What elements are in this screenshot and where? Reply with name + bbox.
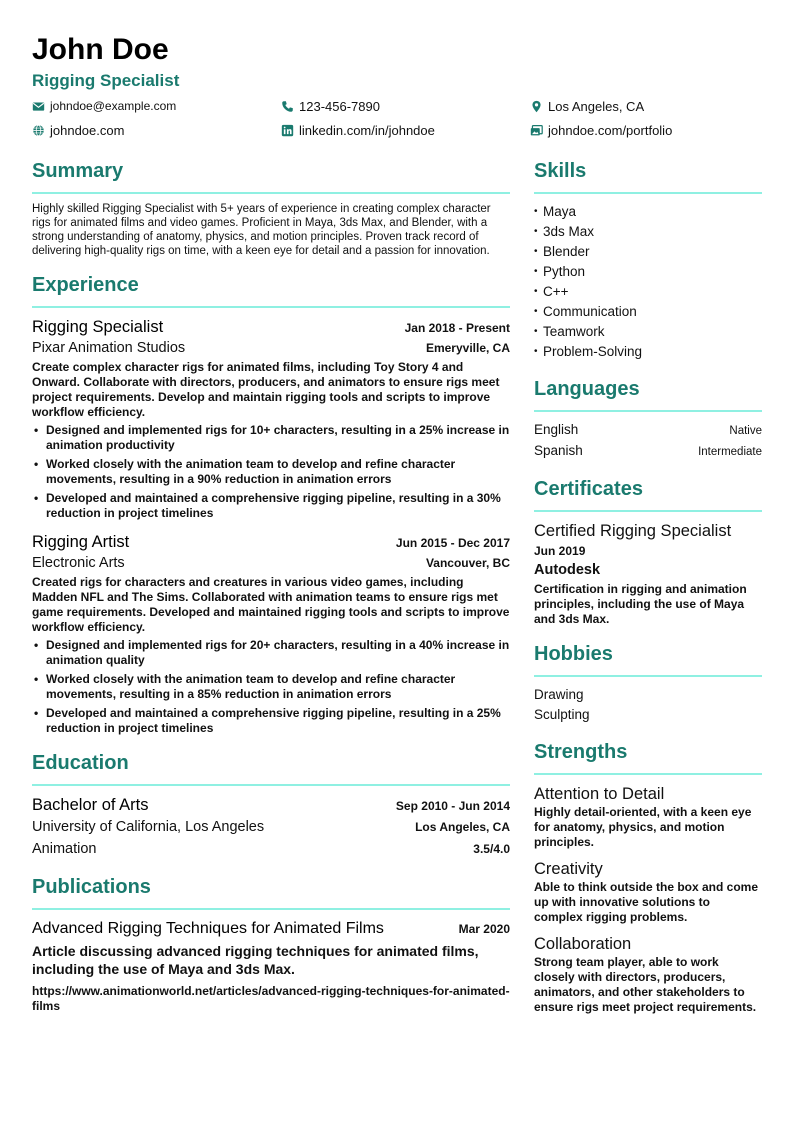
degree-title: Bachelor of Arts bbox=[32, 796, 149, 814]
job-location: Emeryville, CA bbox=[425, 341, 510, 355]
portfolio-text: johndoe.com/portfolio bbox=[548, 122, 673, 138]
candidate-role: Rigging Specialist bbox=[32, 71, 180, 90]
languages-heading: Languages bbox=[534, 376, 762, 412]
summary-heading: Summary bbox=[32, 158, 510, 194]
skill-item: • Python bbox=[534, 262, 762, 282]
location-text: Los Angeles, CA bbox=[548, 98, 645, 114]
phone-icon bbox=[281, 100, 294, 113]
job-entry bbox=[32, 316, 510, 521]
globe-icon bbox=[32, 124, 45, 137]
gpa: 3.5/4.0 bbox=[473, 842, 510, 856]
publication-title: Advanced Rigging Techniques for Animated Films bbox=[32, 920, 384, 937]
publication-link[interactable]: https://www.animationworld.net/articles/advanced-rigging-techniques-for-animated-films bbox=[32, 984, 510, 1013]
job-date: Jun 2015 - Dec 2017 bbox=[395, 536, 510, 550]
job-achievements bbox=[32, 638, 510, 736]
job-entry bbox=[32, 531, 510, 736]
contact-portfolio[interactable] bbox=[530, 120, 672, 140]
contact-phone[interactable] bbox=[281, 96, 380, 116]
job-description: Created rigs for characters and creatures in various video games, including Madden NFL and The Sims. Collaborated with animation teams to ensure rigs met game requirements. Developed and maintained rigging tools and scripts to improve workflow efficiency. bbox=[32, 575, 510, 634]
job-title: Rigging Artist bbox=[32, 533, 130, 551]
skill-item: • Maya bbox=[534, 202, 762, 222]
achievement-item: • Designed and implemented rigs for 20+ characters, resulting in a 40% increase in animation quality bbox=[32, 638, 510, 668]
skill-item: • 3ds Max bbox=[534, 222, 762, 242]
resume-page bbox=[32, 32, 762, 1014]
phone-text: 123-456-7890 bbox=[299, 98, 380, 114]
skill-item: • Problem-Solving bbox=[534, 342, 762, 362]
right-column bbox=[534, 158, 762, 1029]
strength-description: Strong team player, able to work closely with directors, producers, animators, and other stakeholders to ensure rigs meet project requirements. bbox=[534, 955, 757, 1014]
job-date: Jan 2018 - Present bbox=[404, 321, 510, 335]
education-section bbox=[32, 750, 510, 860]
strength-title: Attention to Detail bbox=[534, 785, 665, 803]
candidate-name: John Doe bbox=[32, 33, 169, 66]
language-row bbox=[534, 420, 762, 441]
skill-item: • Teamwork bbox=[534, 322, 762, 342]
job-company: Pixar Animation Studios bbox=[32, 340, 186, 356]
certificate-issuer: Autodesk bbox=[534, 562, 601, 578]
contact-info bbox=[32, 96, 762, 144]
email-text: johndoe@example.com bbox=[50, 99, 177, 113]
language-row bbox=[534, 441, 762, 462]
education-heading: Education bbox=[32, 750, 510, 786]
hobbies-heading: Hobbies bbox=[534, 641, 762, 677]
language-level: Intermediate bbox=[698, 446, 762, 458]
certificate-title: Certified Rigging Specialist bbox=[534, 522, 732, 540]
job-achievements bbox=[32, 423, 510, 521]
experience-section bbox=[32, 272, 510, 736]
hobbies-section bbox=[534, 641, 762, 725]
publications-section bbox=[32, 874, 510, 1014]
linkedin-text: linkedin.com/in/johndoe bbox=[299, 122, 435, 138]
strength-description: Highly detail-oriented, with a keen eye for anatomy, physics, and motion principles. bbox=[534, 805, 752, 849]
strengths-heading: Strengths bbox=[534, 739, 762, 775]
publications-heading: Publications bbox=[32, 874, 510, 910]
hobby-item: Drawing bbox=[534, 687, 584, 702]
envelope-icon bbox=[32, 100, 45, 113]
summary-text: Highly skilled Rigging Specialist with 5+ years of experience in creating complex character rigs for animated films and video games. Proficient in Maya, 3ds Max, and Blender, with a strong understanding of anatomy, physics, and motion principles. Proven track record of delivering high-quality rigs on time, with a keen eye for detail and a passion for innovation. bbox=[32, 203, 491, 257]
field-of-study: Animation bbox=[32, 841, 97, 857]
hobby-item: Sculpting bbox=[534, 707, 590, 722]
achievement-item: • Developed and maintained a comprehensive rigging pipeline, resulting in a 30% reduction in project timelines bbox=[32, 491, 510, 521]
language-name: Spanish bbox=[534, 443, 583, 458]
languages-section bbox=[534, 376, 762, 462]
job-description: Create complex character rigs for animated films, including Toy Story 4 and Onward. Collaborate with directors, producers, and animators to ensure rigs meet project requirements. Develop and maintain rigging tools and scripts to improve workflow efficiency. bbox=[32, 360, 500, 419]
summary-section bbox=[32, 158, 510, 258]
certificate-description: Certification in rigging and animation principles, including the use of Maya and 3ds Max. bbox=[534, 582, 747, 626]
certificates-section bbox=[534, 476, 762, 627]
language-level: Native bbox=[729, 425, 762, 437]
contact-location bbox=[530, 96, 644, 116]
achievement-item: • Designed and implemented rigs for 10+ characters, resulting in a 25% increase in animation productivity bbox=[32, 423, 510, 453]
achievement-item: • Worked closely with the animation team to develop and refine character movements, resulting in a 85% reduction in animation errors bbox=[32, 672, 510, 702]
skill-item: • C++ bbox=[534, 282, 762, 302]
achievement-item: • Worked closely with the animation team to develop and refine character movements, resulting in a 90% reduction in animation errors bbox=[32, 457, 510, 487]
map-pin-icon bbox=[530, 100, 543, 113]
language-name: English bbox=[534, 422, 579, 437]
website-text: johndoe.com bbox=[50, 122, 125, 138]
strength-title: Creativity bbox=[534, 860, 603, 878]
achievement-item: • Developed and maintained a comprehensive rigging pipeline, resulting in a 25% reduction in project timelines bbox=[32, 706, 510, 736]
skill-item: • Blender bbox=[534, 242, 762, 262]
left-column bbox=[32, 158, 510, 1028]
contact-linkedin[interactable] bbox=[281, 120, 435, 140]
job-company: Electronic Arts bbox=[32, 555, 125, 571]
skill-item: • Communication bbox=[534, 302, 762, 322]
portfolio-icon bbox=[530, 124, 543, 137]
skills-list bbox=[534, 202, 762, 362]
contact-email[interactable] bbox=[32, 96, 176, 116]
strength-title: Collaboration bbox=[534, 935, 632, 953]
certificate-date: Jun 2019 bbox=[534, 544, 586, 558]
skills-section bbox=[534, 158, 762, 362]
strength-description: Able to think outside the box and come up with innovative solutions to complex rigging problems. bbox=[534, 880, 759, 924]
certificates-heading: Certificates bbox=[534, 476, 762, 512]
education-date: Sep 2010 - Jun 2014 bbox=[395, 799, 510, 813]
publication-date: Mar 2020 bbox=[458, 922, 510, 936]
publication-description: Article discussing advanced rigging techniques for animated films, including the use of Maya and 3ds Max. bbox=[32, 943, 479, 977]
job-location: Vancouver, BC bbox=[425, 556, 510, 570]
school-name: University of California, Los Angeles bbox=[32, 819, 265, 835]
school-location: Los Angeles, CA bbox=[415, 820, 510, 834]
skills-heading: Skills bbox=[534, 158, 762, 194]
experience-heading: Experience bbox=[32, 272, 510, 308]
contact-website[interactable] bbox=[32, 120, 124, 140]
strengths-section bbox=[534, 739, 762, 1015]
job-title: Rigging Specialist bbox=[32, 318, 164, 336]
linkedin-icon bbox=[281, 124, 294, 137]
